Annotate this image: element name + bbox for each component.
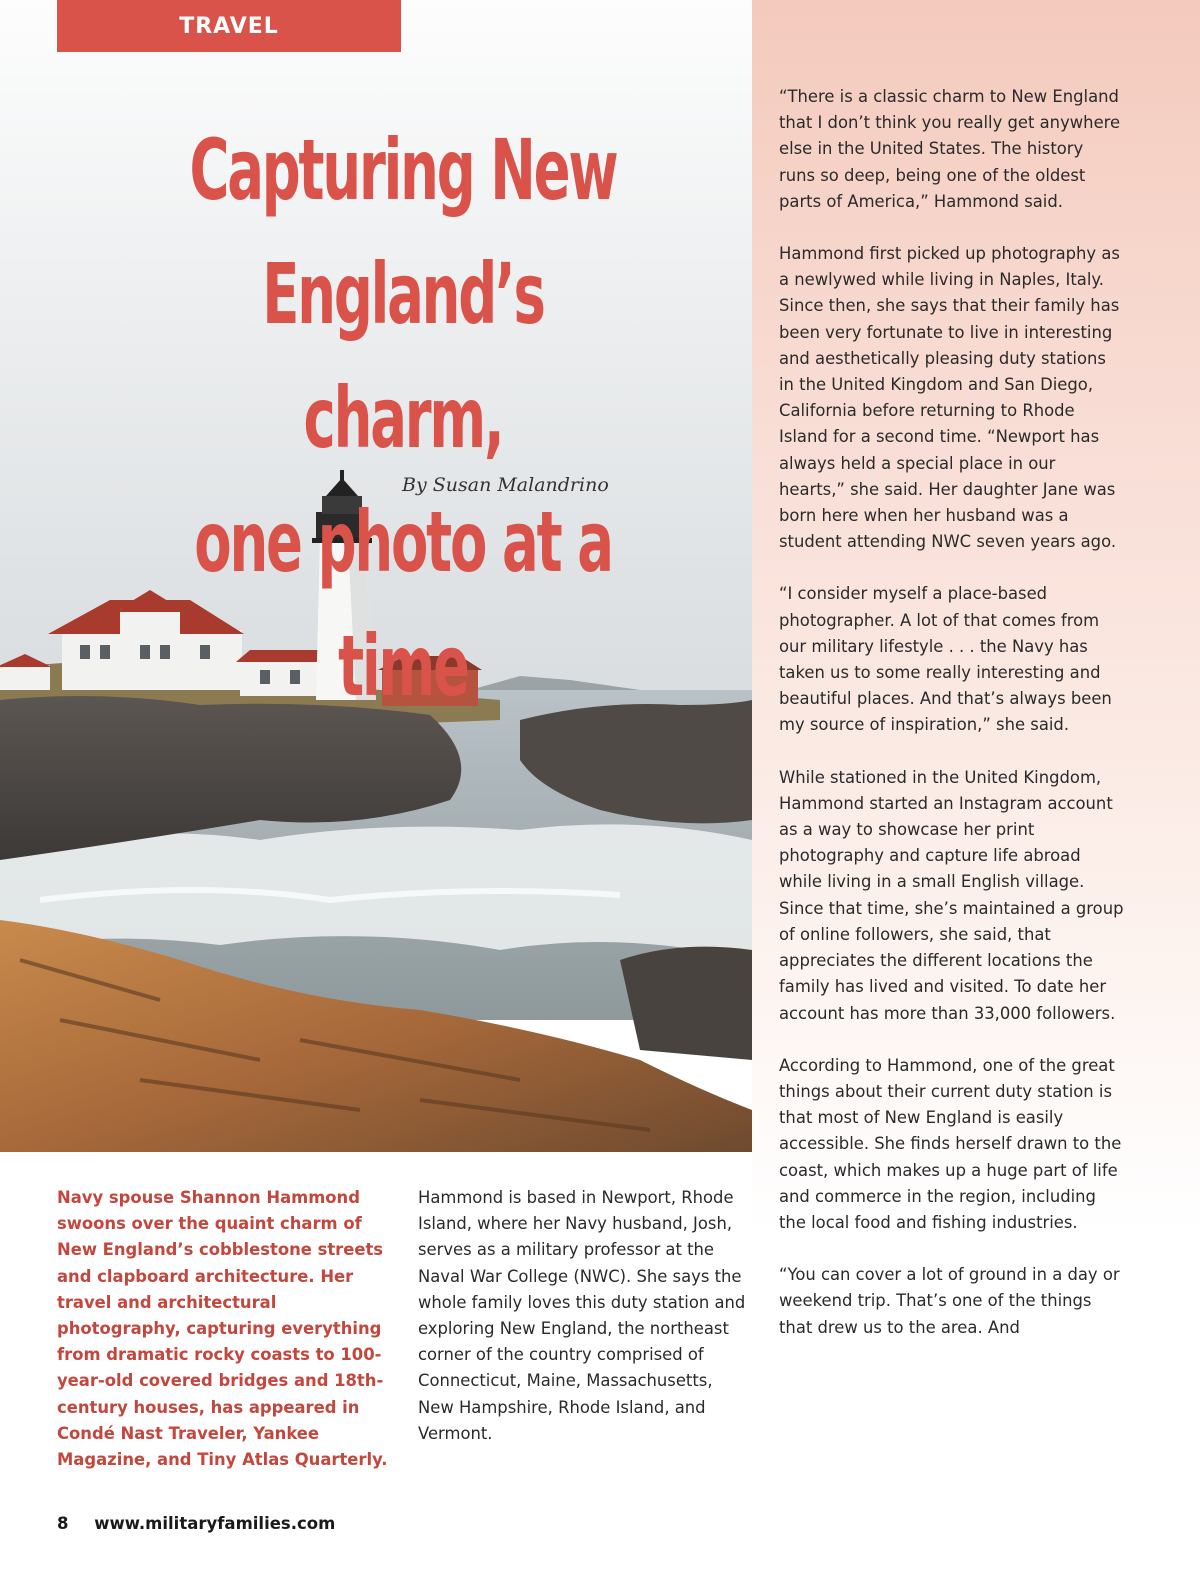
dek: Navy spouse Shannon Hammond swoons over the quaint charm of New England’s cobblestone streets and clapboard architecture. Her travel and architectural photography, capturing everything from dramatic rocky coasts to 100-year-old covered bridges and 18th-century houses, has appeared in Condé Nast Traveler, Yankee Magazine, and Tiny Atlas Quarterly. <box>57 1188 388 1470</box>
paragraph: Hammond is based in Newport, Rhode Island, where her Navy husband, Josh, serves as a military professor at the Naval War College (NWC). She says the whole family loves this duty station and exploring New England, the northeast corner of the country comprised of Connecticut, Maine, Massachusetts, New Hampshire, Rhode Island, and Vermont. <box>418 1188 746 1443</box>
headline-line-2: England’s charm, <box>262 245 544 467</box>
page-footer <box>57 1514 335 1533</box>
paragraph: “I consider myself a place-based photographer. A lot of that comes from our military lifestyle . . . the Navy has taken us to some really interesting and beautiful places. And that’s always been my source of inspiration,” she said. <box>779 584 1112 735</box>
page-number: 8 <box>57 1514 69 1533</box>
paragraph: While stationed in the United Kingdom, Hammond started an Instagram account as a way to showcase her print photography and capture life abroad while living in a small English village. Since that time, she’s maintained a group of online followers, she said, that appreciates the different locations the family has lived and visited. To date her account has more than 33,000 followers. <box>779 767 1124 1023</box>
body-column-middle <box>418 1185 748 1473</box>
paragraph: Hammond first picked up photography as a newlywed while living in Naples, Italy. Since then, she says that their family has been very fortunate to live in interesting and aesthetically pleasing duty stations in the United Kingdom and San Diego, California before returning to Rhode Island for a second time. “Newport has always held a special place in our hearts,” she said. Her daughter Jane was born here when her husband was a student attending NWC seven years ago. <box>779 244 1120 552</box>
headline-line-3: one photo at a time <box>194 493 612 715</box>
body-column-right <box>779 84 1124 1367</box>
paragraph: “There is a classic charm to New England that I don’t think you really get anywhere else in the United States. The history runs so deep, being one of the oldest parts of America,” Hammond said. <box>779 87 1121 211</box>
section-tag: TRAVEL <box>57 0 401 52</box>
headline <box>60 108 746 728</box>
headline-line-1: Capturing New <box>189 121 617 219</box>
byline: By Susan Malandrino <box>402 474 609 496</box>
footer-url[interactable]: www.militaryfamilies.com <box>94 1514 336 1533</box>
paragraph: “You can cover a lot of ground in a day or weekend trip. That’s one of the things that drew us to the area. And <box>779 1265 1120 1337</box>
paragraph: According to Hammond, one of the great things about their current duty station is that most of New England is easily accessible. She finds herself drawn to the coast, which makes up a huge part of life and commerce in the region, including the local food and fishing industries. <box>779 1055 1122 1232</box>
